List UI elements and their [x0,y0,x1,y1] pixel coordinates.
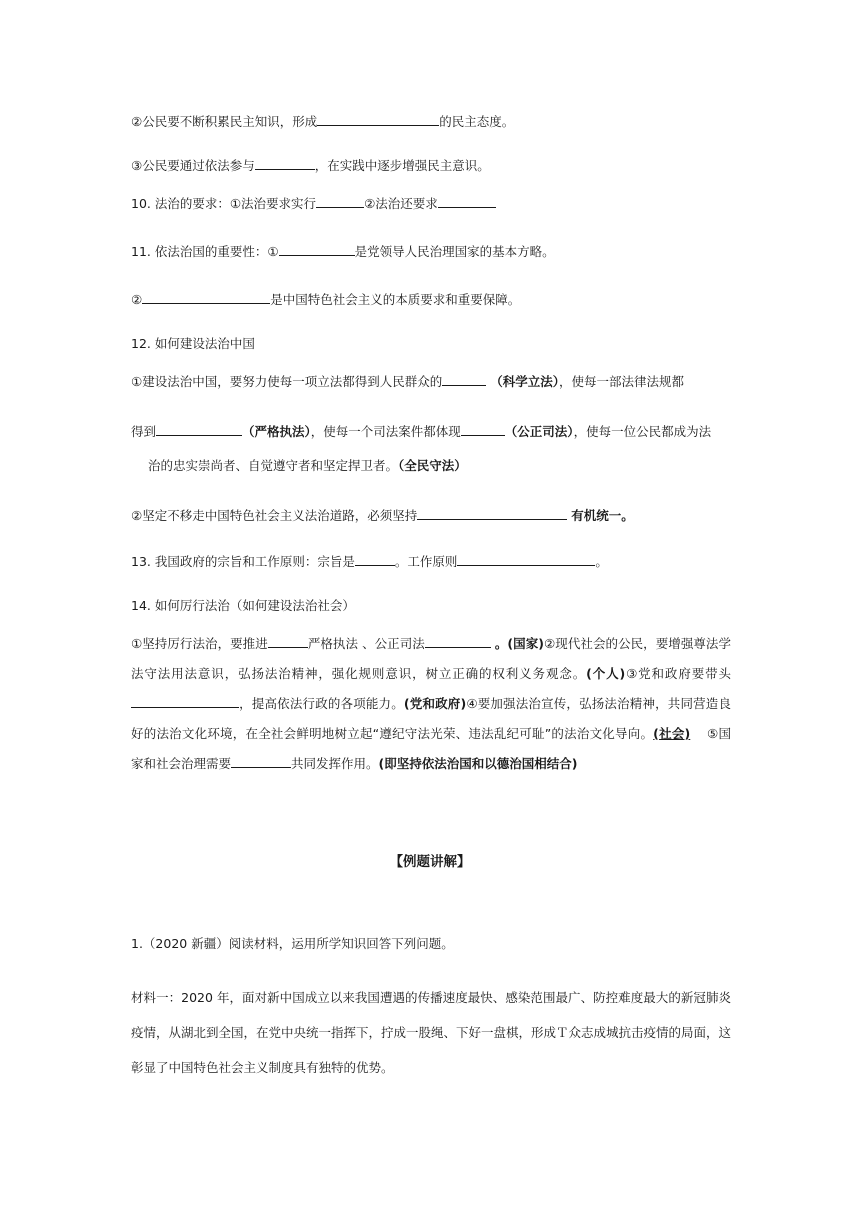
text: ⑤国家和社会治理需要 [131,726,731,771]
knowledge-line [148,456,467,476]
text: 严格执法 、公正司法 [307,636,425,651]
fill-blank [461,422,505,436]
text: 得到 [131,424,157,439]
text: 是中国特色社会主义的本质要求和重要保障。 [270,292,521,307]
section-heading [131,596,355,616]
fill-blank [255,156,315,170]
paragraph-14 [131,629,731,779]
question-line [131,934,454,954]
fill-blank [268,634,308,648]
knowledge-line [131,372,684,392]
knowledge-line [131,156,490,176]
text: ，在实践中逐步增强民主意识。 [314,158,490,173]
text: 。工作原则 [394,554,458,569]
answer-text: (个人) [586,666,626,681]
material-paragraph [131,980,731,1085]
text: ①坚持厉行法治，要推进 [131,636,268,651]
text: 材料一：2020 年，面对新中国成立以来我国遭遇的传播速度最快、感染范围最广、防控难度最大的新冠肺炎疫情，从湖北到全国，在党中央统一指挥下，拧成一股绳、下好一盘棋，形成Ｔ众志成城抗击疫情的局面，这彰显了中国特色社会主义制度具有独特的优势。 [131,990,732,1075]
fill-blank [156,422,242,436]
text: ，提高依法行政的各项能力。 [239,696,404,711]
fill-blank [316,194,364,208]
text: ③党和政府要带头 [625,666,731,681]
answer-text: （严格执法） [242,424,311,439]
text: ② [131,292,143,307]
knowledge-line [131,112,514,132]
answer-text: （公正司法） [504,424,574,439]
text: 1.（2020 新疆）阅读材料，运用所学知识回答下列问题。 [131,936,454,951]
fill-blank [131,694,239,708]
text: ，使每一位公民都成为法 [573,424,712,439]
fill-blank [231,754,291,768]
fill-blank [442,372,486,386]
text: 共同发挥作用。 [291,756,379,771]
text: ①建设法治中国，要努力使每一项立法都得到人民群众的 [131,374,443,389]
knowledge-line [131,194,496,214]
text: 。 [595,554,608,569]
text: 14. 如何厉行法治（如何建设法治社会） [131,598,355,613]
text: ②法治还要求 [364,196,438,211]
text: 的民主态度。 [439,114,515,129]
text: 13. 我国政府的宗旨和工作原则：宗旨是 [131,554,355,569]
fill-blank [355,552,395,566]
answer-text: (党和政府) [403,696,467,711]
fill-blank [457,552,595,566]
text: ②公民要不断积累民主知识，形成 [131,114,318,129]
text: ③公民要通过依法参与 [131,158,255,173]
answer-text: （科学立法） [490,374,559,389]
text: ④要加强法治宣传，弘扬法治精神，共同营造良好的法治文化环境，在全社会鲜明地树立起“遵纪守法光荣、违法乱纪可耻”的法治文化导向。 [131,696,731,741]
text: ②现代社会的公民，要增强尊法学法守法用法意识，弘扬法治精神，强化规则意识，树立正确的权利义务观念。 [131,636,731,681]
fill-blank [438,194,496,208]
answer-text: （全民守法） [398,458,467,473]
text: 治的忠实崇尚者、自觉遵守者和坚定捍卫者。 [148,458,399,473]
section-title: 【例题讲解】 [389,854,471,870]
text: 12. 如何建设法治中国 [131,336,255,351]
knowledge-line [131,290,520,310]
knowledge-line [131,422,711,442]
answer-text: 有机统一。 [571,508,634,523]
text: ②坚定不移走中国特色社会主义法治道路，必须坚持 [131,508,418,523]
knowledge-line [131,552,608,572]
text: 10. 法治的要求：①法治要求实行 [131,196,317,211]
answer-text: (社会) [653,726,691,741]
knowledge-line [131,506,634,526]
knowledge-line [131,242,555,262]
answer-text: (即坚持依法治国和以德治国相结合) [378,756,578,771]
text: 11. 依法治国的重要性：① [131,244,279,259]
text: 是党领导人民治理国家的基本方略。 [354,244,555,259]
section-heading [131,334,255,354]
fill-blank [142,290,270,304]
fill-blank [279,242,355,256]
text: ，使每一个司法案件都体现 [310,424,461,439]
text: ，使每一部法律法规都 [558,374,684,389]
answer-text: 。(国家) [494,636,544,651]
fill-blank [317,112,439,126]
fill-blank [417,506,567,520]
fill-blank [425,634,491,648]
